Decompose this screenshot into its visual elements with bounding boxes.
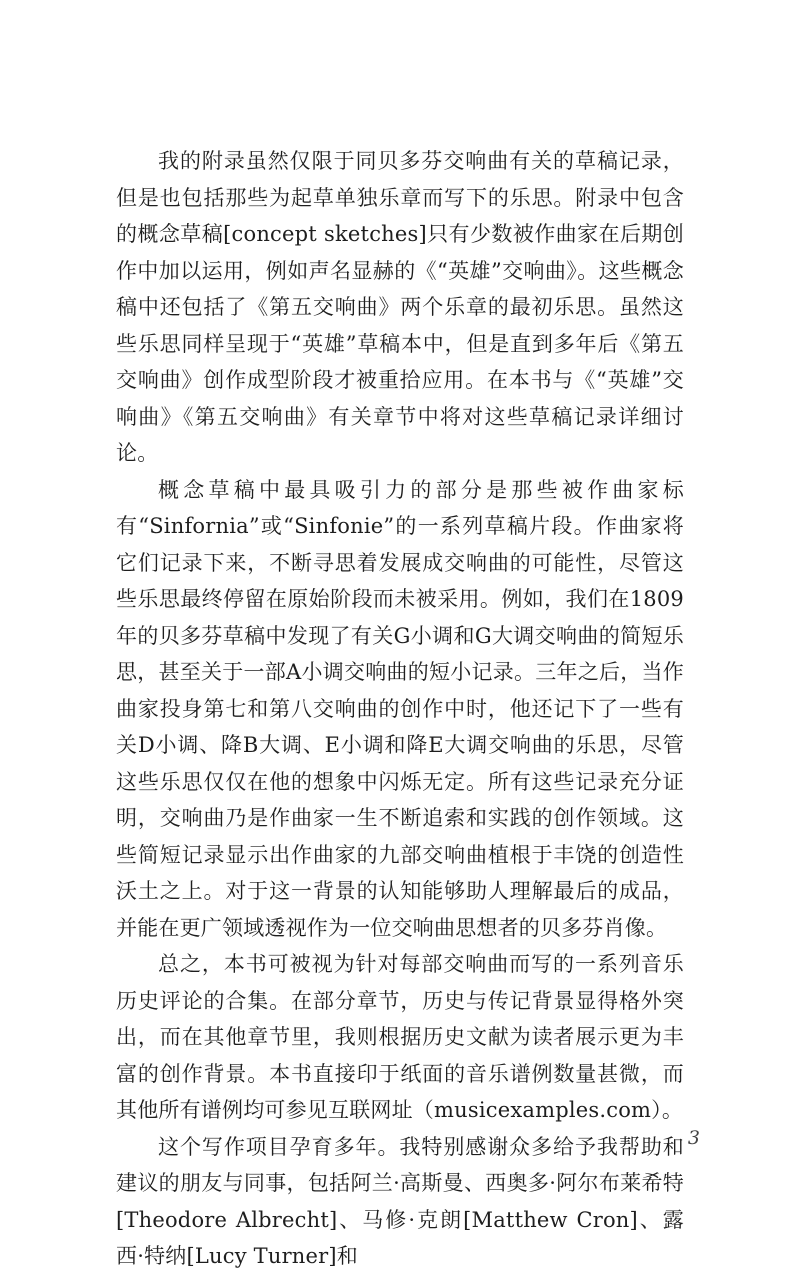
paragraph-acknowledgements: 这个写作项目孕育多年。我特别感谢众多给予我帮助和建议的朋友与同事，包括阿兰·高斯曼、西奥多·阿尔布莱希特[Theodore Albrecht]、马修·克朗[Matthew Cron]、露西·特纳[Lucy Turner]和 — [116, 1134, 684, 1268]
paragraph-appendix-sketches: 我的附录虽然仅限于同贝多芬交响曲有关的草稿记录，但是也包括那些为起草单独乐章而写下的乐思。附录中包含的概念草稿[concept sketches]只有少数被作曲家在后期创作中加以运用，例如声名显赫的《“英雄”交响曲》。这些概念稿中还包括了《第五交响曲》两个乐章的最初乐思。虽然这些乐思同样呈现于“英雄”草稿本中，但是直到多年后《第五交响曲》创作成型阶段才被重拾应用。在本书与《“英雄”交响曲》《第五交响曲》有关章节中将对这些草稿记录详细讨论。 — [116, 149, 684, 465]
paragraph-concept-sketches: 概念草稿中最具吸引力的部分是那些被作曲家标有“Sinfornia”或“Sinfonie”的一系列草稿片段。作曲家将它们记录下来，不断寻思着发展成交响曲的可能性，尽管这些乐思最终停留在原始阶段而未被采用。例如，我们在1809年的贝多芬草稿中发现了有关G小调和G大调交响曲的简短乐思，甚至关于一部A小调交响曲的短小记录。三年之后，当作曲家投身第七和第八交响曲的创作中时，他还记下了一些有关D小调、降B大调、E小调和降E大调交响曲的乐思，尽管这些乐思仅仅在他的想象中闪烁无定。所有这些记录充分证明，交响曲乃是作曲家一生不断追索和实践的创作领域。这些简短记录显示出作曲家的九部交响曲植根于丰饶的创造性沃土之上。对于这一背景的认知能够助人理解最后的成品，并能在更广领域透视作为一位交响曲思想者的贝多芬肖像。 — [116, 477, 684, 940]
paragraph-summary: 总之，本书可被视为针对每部交响曲而写的一系列音乐历史评论的合集。在部分章节，历史与传记背景显得格外突出，而在其他章节里，我则根据历史文献为读者展示更为丰富的创作背景。本书直接印于纸面的音乐谱例数量甚微，而其他所有谱例均可参见互联网址（musicexamples.com）。 — [116, 952, 684, 1122]
page-number: 3 — [687, 1127, 700, 1149]
body-text — [116, 143, 684, 1275]
